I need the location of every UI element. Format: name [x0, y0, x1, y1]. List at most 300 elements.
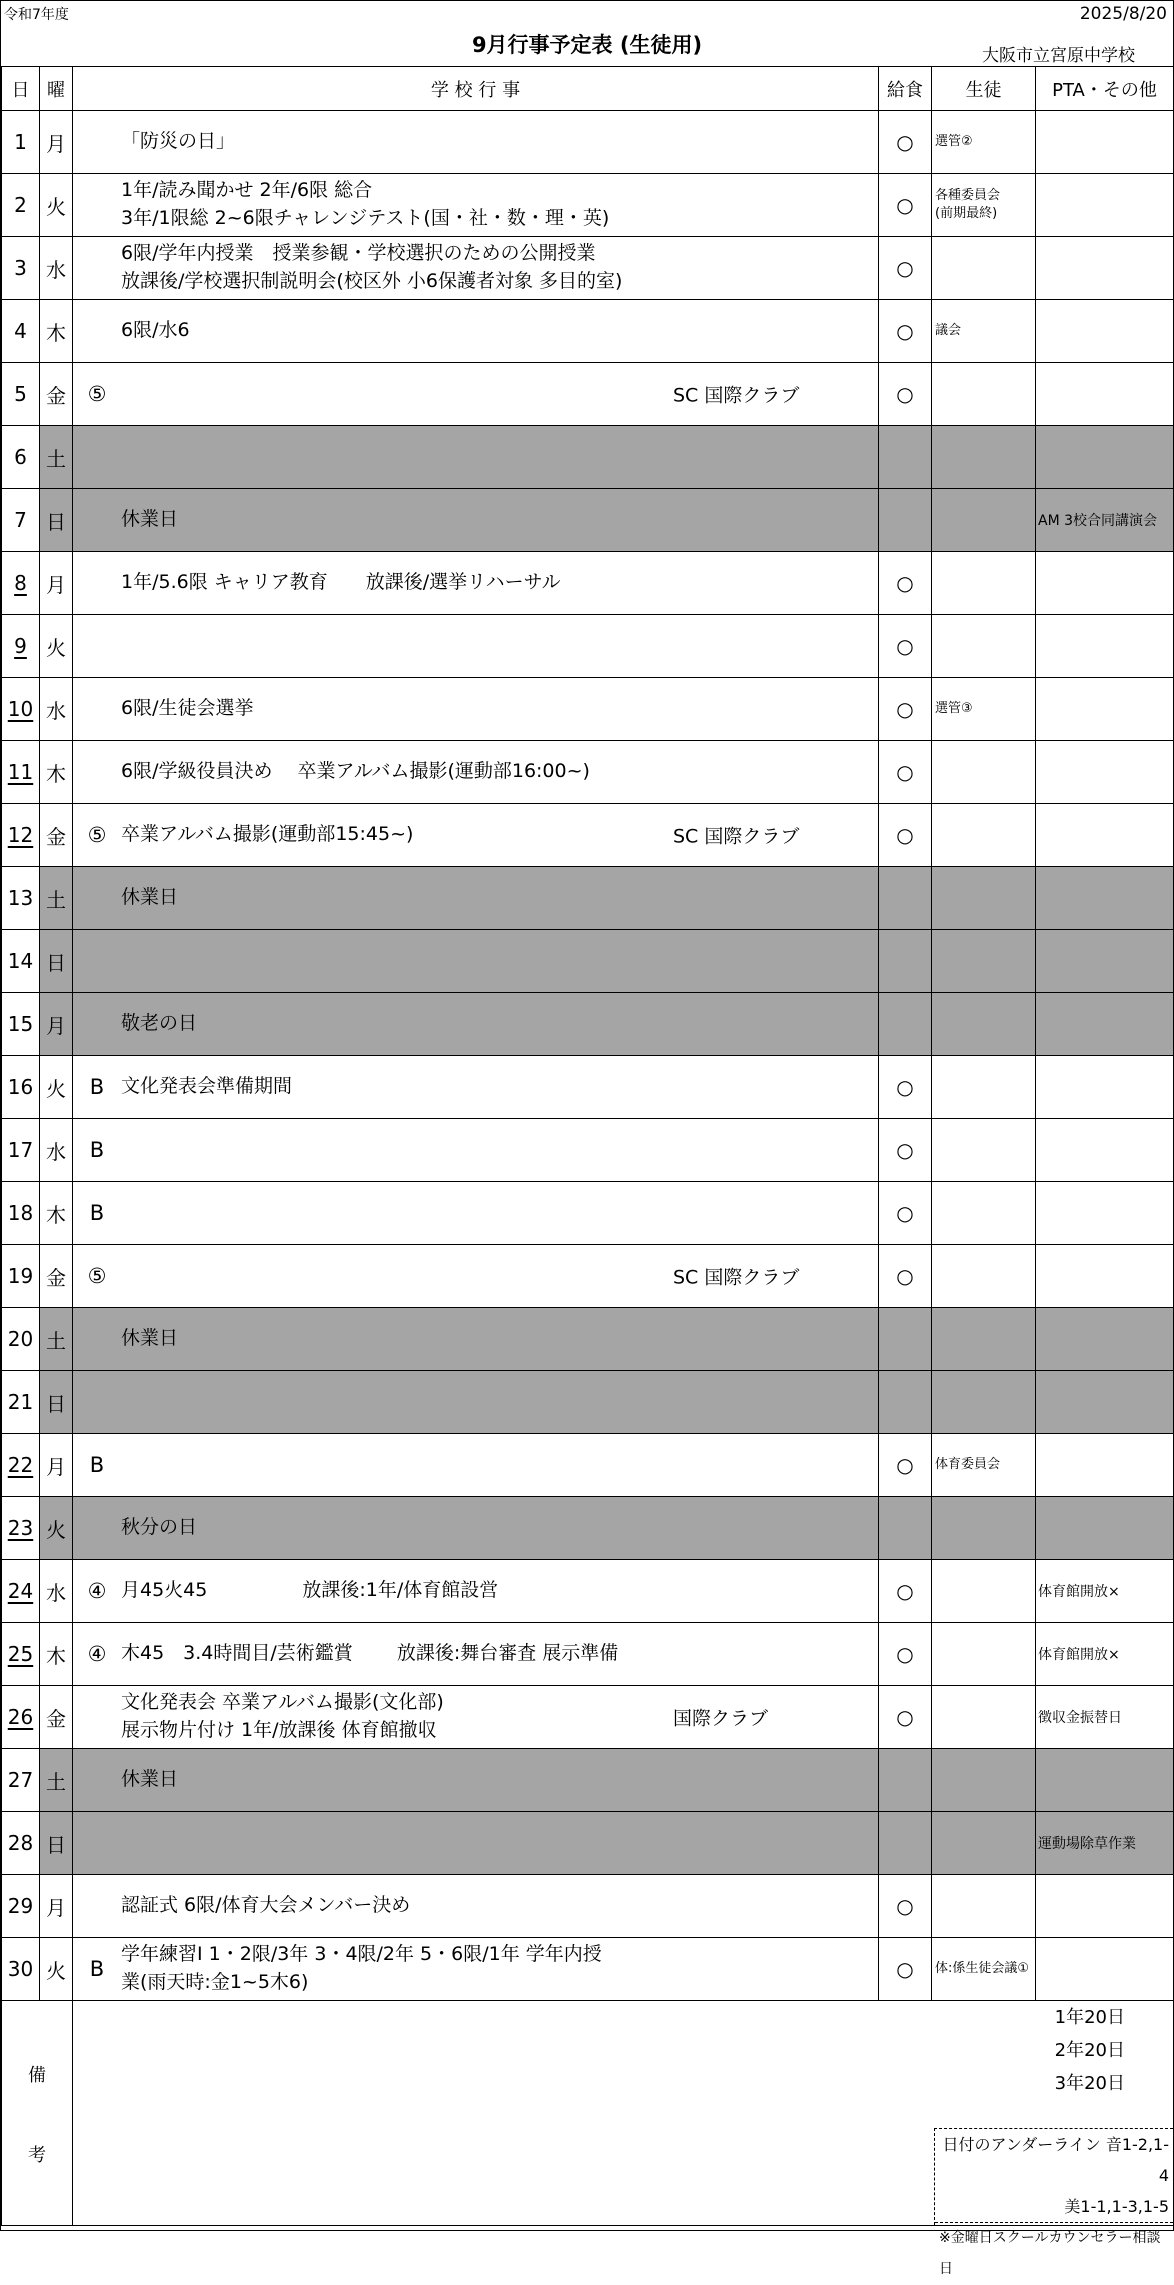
day-events-cell [73, 1371, 879, 1434]
event-wrap [73, 884, 878, 912]
day-row [2, 615, 1174, 678]
pta-note [1036, 1371, 1174, 1434]
day-date-cell [2, 993, 40, 1056]
day-row [2, 1308, 1174, 1371]
day-events-cell [73, 237, 879, 300]
event-text [121, 695, 254, 723]
meal-mark: ○ [879, 678, 932, 741]
day-number: 11 [7, 760, 34, 784]
page-title: 9月行事予定表 (生徒用) [471, 33, 703, 57]
event-wrap [73, 506, 878, 534]
pta-note [1036, 174, 1174, 237]
day-weekday: 土 [40, 1308, 73, 1371]
day-row [2, 489, 1174, 552]
day-events-cell [73, 1560, 879, 1623]
pta-note [1036, 1875, 1174, 1938]
day-number: 12 [7, 823, 34, 847]
meal-mark: ○ [879, 1434, 932, 1497]
event-wrap [73, 240, 878, 295]
day-number: 16 [7, 1075, 34, 1099]
event-prefix: ④ [87, 1578, 107, 1603]
day-row [2, 1497, 1174, 1560]
event-text [121, 758, 590, 786]
day-events-cell [73, 1056, 879, 1119]
day-events-cell [73, 930, 879, 993]
day-events-cell [73, 993, 879, 1056]
event-prefix: B [89, 1957, 105, 1981]
student-note: 体:係生徒会議① [932, 1938, 1036, 2001]
meal-mark: ○ [879, 1119, 932, 1182]
day-row [2, 1119, 1174, 1182]
day-row [2, 993, 1174, 1056]
meal-mark: ○ [879, 1686, 932, 1749]
day-weekday: 土 [40, 1749, 73, 1812]
day-number: 24 [7, 1579, 34, 1603]
remarks-label-top: 備 [28, 2065, 46, 2086]
day-date-cell [2, 552, 40, 615]
event-wrap [73, 1138, 878, 1162]
pta-note [1036, 930, 1174, 993]
day-weekday: 土 [40, 426, 73, 489]
event-wrap [73, 1201, 878, 1225]
day-number: 14 [7, 949, 34, 973]
meal-mark [879, 867, 932, 930]
event-wrap [73, 382, 878, 406]
event-wrap [73, 758, 878, 786]
day-weekday: 月 [40, 111, 73, 174]
day-row [2, 300, 1174, 363]
student-note [932, 489, 1036, 552]
event-text [121, 1640, 618, 1668]
day-events-cell [73, 300, 879, 363]
day-date-cell [2, 237, 40, 300]
day-weekday: 月 [40, 993, 73, 1056]
student-note [932, 930, 1036, 993]
student-note [932, 1308, 1036, 1371]
event-wrap [73, 1640, 878, 1668]
pta-note [1036, 237, 1174, 300]
event-line: 文化発表会準備期間 [121, 1075, 293, 1098]
pta-note [1036, 1749, 1174, 1812]
day-row [2, 237, 1174, 300]
meal-mark [879, 1497, 932, 1560]
day-weekday: 木 [40, 741, 73, 804]
day-events-cell [73, 489, 879, 552]
day-number: 19 [7, 1264, 34, 1288]
day-weekday: 金 [40, 1686, 73, 1749]
event-prefix: B [89, 1138, 105, 1162]
day-row [2, 111, 1174, 174]
col-dow-header: 曜 [40, 67, 73, 111]
meal-mark: ○ [879, 1560, 932, 1623]
pta-note [1036, 300, 1174, 363]
day-number: 2 [14, 193, 27, 217]
day-weekday: 火 [40, 615, 73, 678]
event-wrap [73, 128, 878, 156]
event-line: 1年/5.6限 キャリア教育 放課後/選挙リハーサル [121, 571, 561, 594]
meal-mark: ○ [879, 300, 932, 363]
day-number: 15 [7, 1012, 34, 1036]
meal-mark: ○ [879, 111, 932, 174]
day-number: 10 [7, 697, 34, 721]
remarks-label [2, 2001, 73, 2226]
day-row [2, 804, 1174, 867]
event-text [121, 506, 178, 534]
meal-mark [879, 1749, 932, 1812]
day-date-cell [2, 1875, 40, 1938]
event-text [121, 1941, 602, 1996]
event-line: 1年/読み聞かせ 2年/6限 総合 [121, 179, 373, 202]
event-right-note: SC 国際クラブ [673, 384, 800, 407]
day-number: 9 [14, 634, 27, 658]
day-events-cell [73, 678, 879, 741]
student-note [932, 1749, 1036, 1812]
event-wrap [73, 1010, 878, 1038]
day-date-cell [2, 300, 40, 363]
day-number: 27 [7, 1768, 34, 1792]
day-weekday: 水 [40, 237, 73, 300]
event-line: 6限/学年内授業 授業参観・学校選択のための公開授業 [121, 242, 596, 265]
day-date-cell [2, 1623, 40, 1686]
day-number: 20 [7, 1327, 34, 1351]
event-text [121, 1010, 197, 1038]
event-wrap [73, 1689, 878, 1744]
day-row [2, 552, 1174, 615]
day-weekday: 金 [40, 804, 73, 867]
day-events-cell [73, 1812, 879, 1875]
day-date-cell [2, 111, 40, 174]
day-row [2, 363, 1174, 426]
event-line: 休業日 [121, 508, 179, 531]
day-events-cell [73, 615, 879, 678]
day-events-cell [73, 1686, 879, 1749]
day-number: 3 [14, 256, 27, 280]
schedule-table [1, 66, 1174, 2277]
day-row [2, 930, 1174, 993]
day-row [2, 678, 1174, 741]
meal-mark: ○ [879, 1938, 932, 2001]
event-prefix: ⑤ [87, 382, 107, 406]
event-line: 「防災の日」 [121, 130, 236, 153]
event-text [121, 240, 622, 295]
pta-note [1036, 1245, 1174, 1308]
day-weekday: 月 [40, 1434, 73, 1497]
student-note: 議会 [932, 300, 1036, 363]
event-line: 認証式 6限/体育大会メンバー決め [121, 1894, 411, 1917]
event-line: 敬老の日 [121, 1012, 198, 1035]
day-date-cell [2, 1812, 40, 1875]
event-wrap [73, 1514, 878, 1542]
event-wrap [73, 569, 878, 597]
day-row [2, 1938, 1174, 2001]
student-note [932, 1623, 1036, 1686]
pta-note [1036, 1434, 1174, 1497]
meal-mark [879, 993, 932, 1056]
pta-note: 体育館開放× [1036, 1623, 1174, 1686]
student-note [932, 1497, 1036, 1560]
pta-note [1036, 993, 1174, 1056]
day-number: 6 [14, 445, 27, 469]
day-row [2, 1056, 1174, 1119]
pta-note [1036, 678, 1174, 741]
day-events-cell [73, 552, 879, 615]
day-events-cell [73, 741, 879, 804]
pta-note [1036, 804, 1174, 867]
pta-note: 運動場除草作業 [1036, 1812, 1174, 1875]
day-date-cell [2, 1560, 40, 1623]
day-date-cell [2, 1308, 40, 1371]
day-date-cell [2, 1056, 40, 1119]
meal-mark: ○ [879, 552, 932, 615]
day-events-cell [73, 1119, 879, 1182]
day-row [2, 1560, 1174, 1623]
day-events-cell [73, 1497, 879, 1560]
meal-mark [879, 930, 932, 993]
day-weekday: 月 [40, 1875, 73, 1938]
event-text [121, 1892, 410, 1920]
meal-mark: ○ [879, 1623, 932, 1686]
event-wrap [73, 317, 878, 345]
event-wrap [73, 821, 878, 849]
pta-note: 徴収金振替日 [1036, 1686, 1174, 1749]
student-note [932, 552, 1036, 615]
event-line: 6限/生徒会選挙 [121, 697, 254, 720]
event-text [121, 1514, 197, 1542]
meal-mark: ○ [879, 1875, 932, 1938]
day-number: 26 [7, 1705, 34, 1729]
header-row [2, 67, 1174, 111]
event-line: 休業日 [121, 1768, 179, 1791]
event-prefix: B [89, 1074, 105, 1099]
pta-note [1036, 1497, 1174, 1560]
event-text [121, 884, 178, 912]
day-date-cell [2, 363, 40, 426]
remarks-label-bottom: 考 [28, 2145, 46, 2166]
event-text [121, 128, 235, 156]
day-row [2, 1875, 1174, 1938]
meal-mark [879, 426, 932, 489]
student-note [932, 1875, 1036, 1938]
event-wrap [73, 1941, 878, 1996]
day-weekday: 木 [40, 1182, 73, 1245]
student-note [932, 1182, 1036, 1245]
day-row [2, 1812, 1174, 1875]
day-row [2, 1245, 1174, 1308]
student-note: 体育委員会 [932, 1434, 1036, 1497]
day-weekday: 木 [40, 1623, 73, 1686]
student-note [932, 615, 1036, 678]
day-date-cell [2, 1182, 40, 1245]
event-line: 3年/1限総 2~6限チャレンジテスト(国・社・数・理・英) [121, 207, 610, 229]
day-weekday: 火 [40, 1938, 73, 2001]
grade-count: 3年20日 [1054, 2073, 1125, 2094]
day-events-cell [73, 867, 879, 930]
pta-note: 体育館開放× [1036, 1560, 1174, 1623]
day-number: 13 [7, 886, 34, 910]
meal-mark: ○ [879, 804, 932, 867]
note-counselor: ※金曜日スクールカウンセラー相談日 [935, 2222, 1173, 2285]
day-date-cell [2, 1119, 40, 1182]
student-note: 選管② [932, 111, 1036, 174]
day-number: 22 [7, 1453, 34, 1477]
day-events-cell [73, 1749, 879, 1812]
day-number: 4 [14, 319, 27, 343]
meal-mark: ○ [879, 363, 932, 426]
day-number: 21 [7, 1390, 34, 1414]
event-prefix: B [89, 1201, 105, 1225]
event-wrap [73, 1892, 878, 1920]
day-events-cell [73, 426, 879, 489]
day-weekday: 火 [40, 1497, 73, 1560]
meal-mark: ○ [879, 1182, 932, 1245]
event-prefix: ⑤ [87, 822, 107, 847]
pta-note [1036, 741, 1174, 804]
meal-mark: ○ [879, 615, 932, 678]
grade-count: 1年20日 [1054, 2007, 1125, 2028]
event-line: 6限/水6 [121, 319, 190, 342]
event-right-note: SC 国際クラブ [673, 1266, 800, 1289]
event-line: 業(雨天時:金1~5木6) [121, 1971, 309, 1993]
pta-note: AM 3校合同講演会 [1036, 489, 1174, 552]
day-row [2, 426, 1174, 489]
pta-note [1036, 1308, 1174, 1371]
day-weekday: 日 [40, 930, 73, 993]
student-note: 選管③ [932, 678, 1036, 741]
event-text [121, 317, 190, 345]
meal-mark [879, 1371, 932, 1434]
event-wrap [73, 1577, 878, 1605]
day-events-cell [73, 1434, 879, 1497]
day-number: 18 [7, 1201, 34, 1225]
day-weekday: 月 [40, 552, 73, 615]
event-line: 文化発表会 卒業アルバム撮影(文化部) [121, 1691, 444, 1714]
day-date-cell [2, 678, 40, 741]
student-note [932, 1245, 1036, 1308]
student-note [932, 1812, 1036, 1875]
day-date-cell [2, 426, 40, 489]
event-text [121, 821, 413, 849]
day-date-cell [2, 930, 40, 993]
student-note [932, 741, 1036, 804]
pta-note [1036, 363, 1174, 426]
day-number: 29 [7, 1894, 34, 1918]
day-date-cell [2, 741, 40, 804]
meal-mark [879, 489, 932, 552]
day-number: 25 [7, 1642, 34, 1666]
event-prefix: ⑤ [87, 1264, 107, 1288]
day-date-cell [2, 1371, 40, 1434]
day-weekday: 木 [40, 300, 73, 363]
grade-count: 2年20日 [1054, 2040, 1125, 2061]
day-date-cell [2, 867, 40, 930]
day-row [2, 174, 1174, 237]
day-number: 5 [14, 382, 27, 406]
day-row [2, 1749, 1174, 1812]
event-text [121, 1689, 444, 1744]
event-right-note: SC 国際クラブ [673, 825, 800, 848]
day-weekday: 日 [40, 1371, 73, 1434]
pta-note [1036, 1938, 1174, 2001]
day-row [2, 1182, 1174, 1245]
day-events-cell [73, 1182, 879, 1245]
event-line: 放課後/学校選択制説明会(校区外 小6保護者対象 多目的室) [121, 270, 623, 292]
event-line: 6限/学級役員決め 卒業アルバム撮影(運動部16:00~) [121, 760, 590, 783]
day-date-cell [2, 1434, 40, 1497]
event-line: 月45火45 放課後:1年/体育館設営 [121, 1579, 499, 1602]
pta-note [1036, 867, 1174, 930]
student-note [932, 363, 1036, 426]
day-date-cell [2, 1938, 40, 2001]
day-number: 28 [7, 1831, 34, 1855]
note-underline-art: 美1-1,1-3,1-5 [1064, 2197, 1169, 2216]
event-line: 学年練習Ⅰ 1・2限/3年 3・4限/2年 5・6限/1年 学年内授 [121, 1943, 602, 1966]
school-name: 大阪市立宮原中学校 [982, 46, 1135, 66]
pta-note [1036, 615, 1174, 678]
student-note: 各種委員会 (前期最終) [932, 174, 1036, 237]
pta-note [1036, 1056, 1174, 1119]
col-student-header: 生徒 [932, 67, 1036, 111]
event-prefix: ④ [87, 1641, 107, 1666]
day-weekday: 水 [40, 1119, 73, 1182]
event-wrap [73, 1073, 878, 1101]
day-weekday: 火 [40, 174, 73, 237]
meal-mark: ○ [879, 741, 932, 804]
day-weekday: 火 [40, 1056, 73, 1119]
day-events-cell [73, 1875, 879, 1938]
col-date-header: 日 [2, 67, 40, 111]
event-wrap [73, 1453, 878, 1477]
student-note [932, 1686, 1036, 1749]
meal-mark [879, 1812, 932, 1875]
day-number: 30 [7, 1957, 34, 1981]
day-events-cell [73, 363, 879, 426]
note-box [934, 2128, 1173, 2277]
event-text [121, 1577, 498, 1605]
col-meal-header: 給食 [879, 67, 932, 111]
event-line: 秋分の日 [121, 1516, 198, 1539]
pta-note [1036, 1119, 1174, 1182]
event-wrap [73, 695, 878, 723]
student-note [932, 1056, 1036, 1119]
student-note [932, 1119, 1036, 1182]
day-events-cell [73, 1308, 879, 1371]
day-date-cell [2, 1245, 40, 1308]
pta-note [1036, 426, 1174, 489]
student-note [932, 993, 1036, 1056]
day-date-cell [2, 174, 40, 237]
day-row [2, 1623, 1174, 1686]
student-note [932, 426, 1036, 489]
remarks-body [73, 2001, 1174, 2277]
meal-mark: ○ [879, 237, 932, 300]
day-row [2, 741, 1174, 804]
student-note [932, 237, 1036, 300]
event-wrap [73, 1325, 878, 1353]
pta-note [1036, 111, 1174, 174]
day-row [2, 1371, 1174, 1434]
day-weekday: 土 [40, 867, 73, 930]
meal-mark: ○ [879, 1245, 932, 1308]
note-underline: 日付のアンダーライン 音1-2,1-4 [942, 2135, 1169, 2185]
event-line: 休業日 [121, 886, 179, 909]
day-number: 1 [14, 130, 27, 154]
issue-date: 2025/8/20 [1079, 4, 1167, 24]
event-wrap [73, 1766, 878, 1794]
day-weekday: 金 [40, 363, 73, 426]
day-weekday: 水 [40, 678, 73, 741]
day-events-cell [73, 111, 879, 174]
grade-day-counts [1055, 2001, 1125, 2100]
